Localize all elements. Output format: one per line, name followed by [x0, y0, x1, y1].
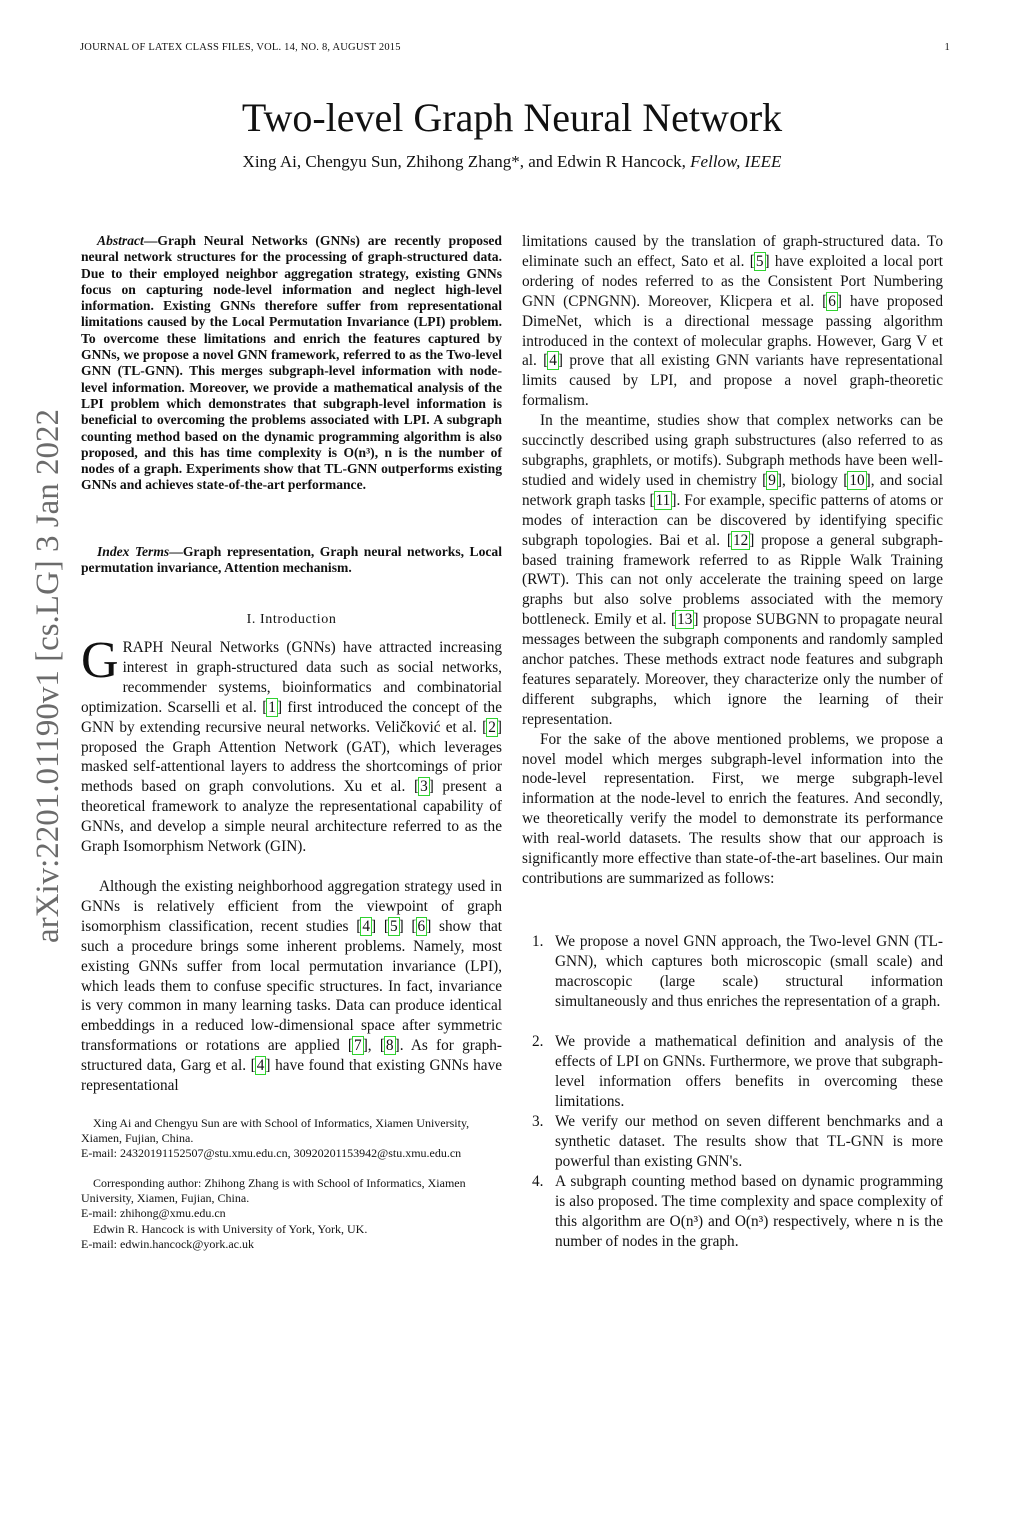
index-terms-text: —Graph representation, Graph neural networks, Local permutation invariance, Attention mechanism. — [81, 544, 503, 576]
body-text: limitations caused by the translation of graph-structured data. To eliminate such an effect, Sato et al. — [522, 233, 943, 270]
contribution-text: We verify our method on seven different benchmarks and a synthetic dataset. The results show that TL-GNN is more powerful than existing GNN's. — [555, 1113, 943, 1170]
intro-text: Although the existing neighborhood aggregation strategy used in GNNs is relatively efficient from the viewpoint of graph isomorphism classification, recent studies — [81, 878, 502, 935]
body-text: , biology — [782, 471, 844, 489]
arxiv-stamp — [30, 408, 70, 1533]
paper-title: Two-level Graph Neural Network — [241, 95, 783, 140]
citation-link[interactable]: 5 — [755, 252, 764, 270]
body-text: , and social network graph tasks — [522, 471, 943, 509]
citation-link[interactable]: 7 — [354, 1037, 362, 1055]
footnote-email: E-mail: zhihong@xmu.edu.cn — [81, 1206, 226, 1221]
abstract-label: Abstract — [97, 233, 144, 248]
intro-paragraph-2: Although the existing neighborhood aggregation strategy used in GNNs is relatively efficient from the viewpoint of graph isomorphism classification, recent studies [4] [5] [6] show that such a procedure brings some inherent problems. Namely, most existing GNNs suffer from local permutation invariance (LPI), which leads them to confuse specific structures. In fact, invariance is very common in many learning tasks. Data can produce identical embeddings in a reduced low-dimensional space after symmetric transformations or rotations are applied [7], [8]. As for graph-structured data, Garg et al. [4] have found that existing GNNs have representational — [81, 878, 503, 1095]
citation-link[interactable]: 6 — [828, 292, 836, 310]
section-heading: I. Introduction — [246, 612, 337, 627]
citation-link[interactable]: 12 — [732, 531, 749, 549]
right-column — [522, 232, 943, 889]
body-text: In the meantime, studies show that complex networks can be succinctly described using graph substructures (also referred to as subgraphs, graphlets, or motifs). Subgraph methods have been well-studied and widely used in chemistry — [522, 412, 943, 489]
author-fellow: Fellow, IEEE — [690, 152, 782, 171]
contribution-item — [522, 1032, 943, 1112]
footnote-affiliation-2 — [81, 1176, 507, 1252]
footnote-text: Corresponding author: Zhihong Zhang is with School of Informatics, Xiamen University, Xiamen, Fujian, China. — [81, 1176, 466, 1206]
contribution-number: 1. — [532, 933, 544, 950]
contribution-number: 3. — [532, 1113, 544, 1130]
intro-paragraph-1: GRAPH Neural Networks (GNNs) have attracted increasing interest in graph-structured data such as social networks, recommender systems, bioinformatics and combinatorial optimization. Scarselli et al. [1] first introduced the concept of the GNN by extending recursive neural networks. Veličković et al. [2] proposed the Graph Attention Network (GAT), which leverages masked self-attentional layers to address the shortcomings of prior methods based on graph convolutions. Xu et al. [3] present a theoretical framework to analyze the representational capability of GNNs, and develop a simple neural architecture referred to as the Graph Isomorphism Network (GIN). — [81, 632, 502, 856]
contribution-item — [522, 932, 943, 1012]
body-text: . For example, specific patterns of atoms or modes of interaction can be discovered by identifying specific subgraph topologies. Bai et al. — [522, 491, 943, 549]
citation-link[interactable]: 5 — [389, 917, 398, 935]
drop-cap: G — [81, 632, 119, 689]
body-text: propose a general subgraph-based training framework referred to as Ripple Walk Training (RWT). This can not only accelerate the training speed on large graphs but also solve problems associated with the memory bottleneck. Emily et al. — [522, 531, 944, 629]
author-names: Xing Ai, Chengyu Sun, Zhihong Zhang*, and Edwin R Hancock, — [242, 152, 686, 171]
intro-text: have found that existing GNNs have representational — [81, 1057, 503, 1095]
intro-text: present a theoretical framework to analyze the representational capability of GNNs, and develop a simple neural architecture referred to as the Graph Isomorphism Network (GIN). — [81, 778, 502, 856]
citation-link[interactable]: 11 — [655, 491, 671, 509]
intro-text: , — [367, 1037, 380, 1055]
footnote-text: Edwin R. Hancock is with University of York, York, UK. — [93, 1221, 368, 1236]
citation-link[interactable]: 3 — [420, 778, 428, 796]
contribution-text: A subgraph counting method based on dynamic programming is also proposed. The time complexity and space complexity of this algorithm are O(n³) and O(n³) respectively, where n is the number of nodes in the graph. — [555, 1173, 943, 1250]
body-text: prove that all existing GNN variants have representational limits caused by LPI, and propose a novel graph-theoretic formalism. — [522, 352, 943, 410]
abstract — [81, 233, 502, 494]
citation-link[interactable]: 8 — [385, 1037, 394, 1055]
footnote-affiliation-1 — [81, 1116, 507, 1162]
footnote-email: E-mail: 24320191152507@stu.xmu.edu.cn, 30920201153942@stu.xmu.edu.cn — [81, 1146, 462, 1161]
citation-link[interactable]: 9 — [768, 471, 776, 489]
intro-text: show that such a procedure brings some inherent problems. Namely, most existing GNNs suffer from local permutation invariance (LPI), which leads them to confuse specific structures. In fact, invariance is very common in many learning tasks. Data can produce identical embeddings in a reduced low-dimensional space after symmetric transformations or rotations are applied — [81, 917, 503, 1055]
contribution-text: We provide a mathematical definition and analysis of the effects of LPI on GNNs. Furthermore, we prove that subgraph-level information offers benefits in overcoming these limitations. — [555, 1033, 943, 1110]
right-paragraph-3: For the sake of the above mentioned problems, we propose a novel model which merges subgraph-level information into the node-level representation. First, we merge subgraph-level information at the node-level to enrich the features. And secondly, we theoretically verify the model to demonstrate its performance with real-world datasets. The results show that our approach is significantly more effective than state-of-the-art baselines. Our main contributions are summarized as follows: — [522, 730, 943, 887]
body-text: propose SUBGNN to propagate neural messages between the subgraph components and randomly sampled anchor patches. These methods extract node features and subgraph features separately. Moreover, they characterize only the number of different subgraphs, which ignore the learning of their representation. — [522, 611, 943, 728]
citation-link[interactable]: 2 — [488, 718, 496, 736]
citation-link[interactable]: 1 — [268, 698, 276, 716]
footnote-email: E-mail: edwin.hancock@york.ac.uk — [81, 1236, 254, 1251]
citation-link[interactable]: 4 — [549, 352, 557, 370]
body-text: have proposed DimeNet, which is a directional message passing algorithm introduced in the context of molecular graphs. However, Garg V et al. — [522, 292, 943, 370]
journal-name: JOURNAL OF LATEX CLASS FILES, VOL. 14, NO. 8, AUGUST 2015 — [80, 42, 401, 53]
right-paragraph-1: limitations caused by the translation of graph-structured data. To eliminate such an effect, Sato et al. [5] have exploited a local port ordering of nodes referred to as the Consistent Port Numbering GNN (CPNGNN). Moreover, Klicpera et al. [6] have proposed DimeNet, which is a directional message passing algorithm introduced in the context of molecular graphs. However, Garg V et al. [4] prove that all existing GNN variants have representational limits caused by LPI, and propose a novel graph-theoretic formalism. — [522, 233, 943, 410]
citation-link[interactable]: 6 — [417, 917, 426, 935]
arxiv-stamp-text: arXiv:2201.01190v1 [cs.LG] 3 Jan 2022 — [30, 408, 66, 943]
citation-link[interactable]: 4 — [362, 917, 370, 935]
intro-text: proposed the Graph Attention Network (GAT), which leverages masked self-attentional layers to address the shortcomings of prior methods based on graph convolutions. Xu et al. — [81, 738, 502, 796]
body-text: have exploited a local port ordering of nodes referred to as the Consistent Port Numbering GNN (CPNGNN). Moreover, Klicpera et al. — [522, 252, 943, 310]
contribution-number: 4. — [532, 1173, 544, 1190]
right-paragraph-2: In the meantime, studies show that complex networks can be succinctly described using graph substructures (also referred to as subgraphs, graphlets, or motifs). Subgraph methods have been well-studied and widely used in chemistry [9], biology [10], and social network graph tasks [11]. For example, specific patterns of atoms or modes of interaction can be discovered by identifying specific subgraph topologies. Bai et al. [12] propose a general subgraph-based training framework referred to as Ripple Walk Training (RWT). This can not only accelerate the training speed on large graphs but also solve problems associated with the memory bottleneck. Emily et al. [13] propose SUBGNN to propagate neural messages between the subgraph components and randomly sampled anchor patches. These methods extract node features and subgraph features separately. Moreover, they characterize only the number of different subgraphs, which ignore the learning of their representation. — [522, 412, 944, 728]
abstract-text: —Graph Neural Networks (GNNs) are recently proposed neural network structures for the processing of graph-structured data. Due to their employed neighbor aggregation strategy, existing GNNs focus on capturing node-level information and neglect high-level information. Existing GNNs therefore suffer from representational limitations caused by the Local Permutation Invariance (LPI) problem. To overcome these limitations and enrich the features captured by GNNs, we propose a novel GNN framework, referred to as the Two-level GNN (TL-GNN). This merges subgraph-level information with node-level information. Moreover, we provide a mathematical analysis of the LPI problem which demonstrates that subgraph-level information is beneficial to overcoming the problems associated with LPI. A subgraph counting method based on the dynamic programming algorithm is also proposed, and this has time complexity is O(n³), n is the number of nodes of a graph. Experiments show that TL-GNN outperforms existing GNNs and achieves state-of-the-art performance. — [81, 233, 502, 493]
intro-text: RAPH Neural Networks (GNNs) have attracted increasing interest in graph-structured data such as social networks, recommender systems, bioinformatics and combinatorial optimization. Scarselli et al. — [81, 639, 502, 716]
intro-text: . As for graph-structured data, Garg et al. — [81, 1037, 502, 1075]
index-terms — [81, 544, 502, 577]
author-line — [0, 152, 1024, 172]
citation-link[interactable]: 13 — [677, 611, 693, 629]
contribution-number: 2. — [532, 1033, 544, 1050]
citation-link[interactable]: 10 — [849, 471, 865, 489]
contribution-item — [522, 1112, 943, 1172]
footnote-text: Xing Ai and Chengyu Sun are with School of Informatics, Xiamen University, Xiamen, Fujian, China. — [81, 1116, 470, 1146]
contribution-item — [522, 1172, 943, 1252]
index-terms-label: Index Terms — [97, 544, 170, 559]
contribution-text: We propose a novel GNN approach, the Two-level GNN (TL-GNN), which captures both microscopic (small scale) and macroscopic (large scale) structural information simultaneously and thus enriches the representation of a graph. — [555, 933, 943, 1010]
page-number: 1 — [944, 42, 950, 53]
intro-text: first introduced the concept of the GNN by extending recursive neural networks. Veličković et al. — [81, 698, 502, 736]
running-header — [80, 42, 950, 58]
citation-link[interactable]: 4 — [256, 1057, 265, 1075]
